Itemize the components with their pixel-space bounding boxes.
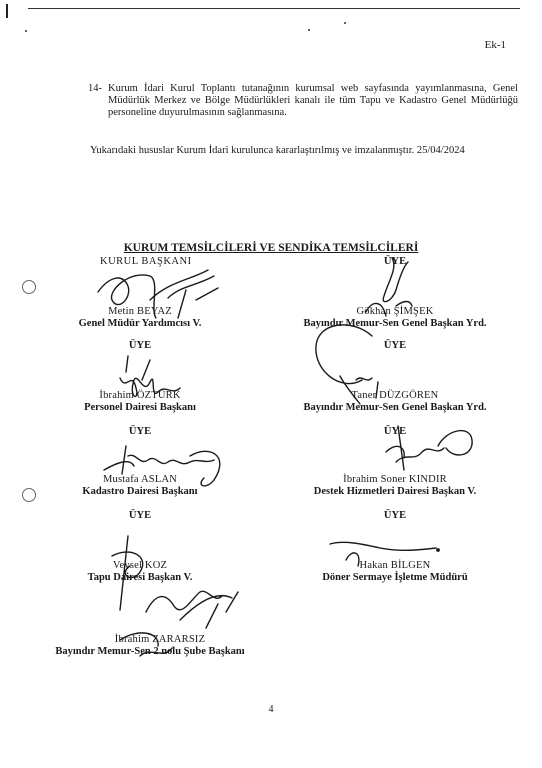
signature-gokhan-simsek <box>366 258 412 316</box>
signature-taner-duzgoren <box>316 325 378 404</box>
left-name-1: İbrahim ÖZTÜRK <box>99 390 181 401</box>
right-role-1: ÜYE <box>383 340 407 351</box>
item-number: 14- <box>88 83 102 94</box>
left-title-3: Tapu Dairesi Başkan V. <box>87 572 193 583</box>
left-role-3: ÜYE <box>128 510 152 521</box>
left-role-2: ÜYE <box>128 426 152 437</box>
signature-ibrahim-ozturk <box>120 356 180 396</box>
page-number: 4 <box>268 704 274 715</box>
right-name-3: Hakan BİLGEN <box>359 560 431 571</box>
annex-label: Ek-1 <box>484 39 506 51</box>
right-role-0: ÜYE <box>383 256 407 267</box>
left-name-3: Veysel KOZ <box>112 560 168 571</box>
signature-veysel-koz <box>112 536 238 628</box>
left-name-4: İbrahim ZARARSIZ <box>114 634 206 645</box>
left-title-1: Personel Dairesi Başkanı <box>84 402 196 413</box>
signature-mustafa-aslan <box>104 446 220 486</box>
left-role-1: ÜYE <box>128 340 152 351</box>
left-name-0: Metin BEYAZ <box>108 306 172 317</box>
right-name-2: İbrahim Soner KINDIR <box>343 474 447 485</box>
decision-statement: Yukarıdaki hususlar Kurum İdari kurulunca kararlaştırılmış ve imzalanmıştır. 25/04/2024 <box>90 145 465 156</box>
right-title-1: Bayındır Memur-Sen Genel Başkan Yrd. <box>303 402 487 413</box>
left-title-4: Bayındır Memur-Sen 2 nolu Şube Başkanı <box>55 646 245 657</box>
item-text: Kurum İdari Kurul Toplantı tutanağının kurumsal web sayfasında yayımlanmasına, Genel Müdürlük Merkez ve Bölge Müdürlükleri kanalı ile tüm Tapu ve Kadastro Genel Müdürlüğü personeline duyurulmasının sağlanmasına. <box>108 83 518 118</box>
left-title-0: Genel Müdür Yardımcısı V. <box>78 318 202 329</box>
left-name-2: Mustafa ASLAN <box>102 474 178 485</box>
left-role-0: KURUL BAŞKANI <box>100 256 192 267</box>
signature-ibrahim-zararsiz <box>120 633 172 656</box>
section-title: KURUM TEMSİLCİLERİ VE SENDİKA TEMSİLCİLERİ <box>123 242 419 254</box>
signature-hakan-bilgen <box>330 542 436 566</box>
right-title-2: Destek Hizmetleri Dairesi Başkan V. <box>313 486 477 497</box>
left-title-2: Kadastro Dairesi Başkanı <box>82 486 198 497</box>
signature-dot <box>437 549 439 551</box>
right-role-3: ÜYE <box>383 510 407 521</box>
signature-soner-kindir <box>386 426 472 470</box>
right-name-1: Taner DÜZGÖREN <box>351 390 439 401</box>
right-role-2: ÜYE <box>383 426 407 437</box>
right-title-0: Bayındır Memur-Sen Genel Başkan Yrd. <box>303 318 487 329</box>
signature-metin-beyaz <box>98 270 218 318</box>
right-name-0: Gökhan ŞİMŞEK <box>356 306 434 317</box>
right-title-3: Döner Sermaye İşletme Müdürü <box>322 572 468 583</box>
